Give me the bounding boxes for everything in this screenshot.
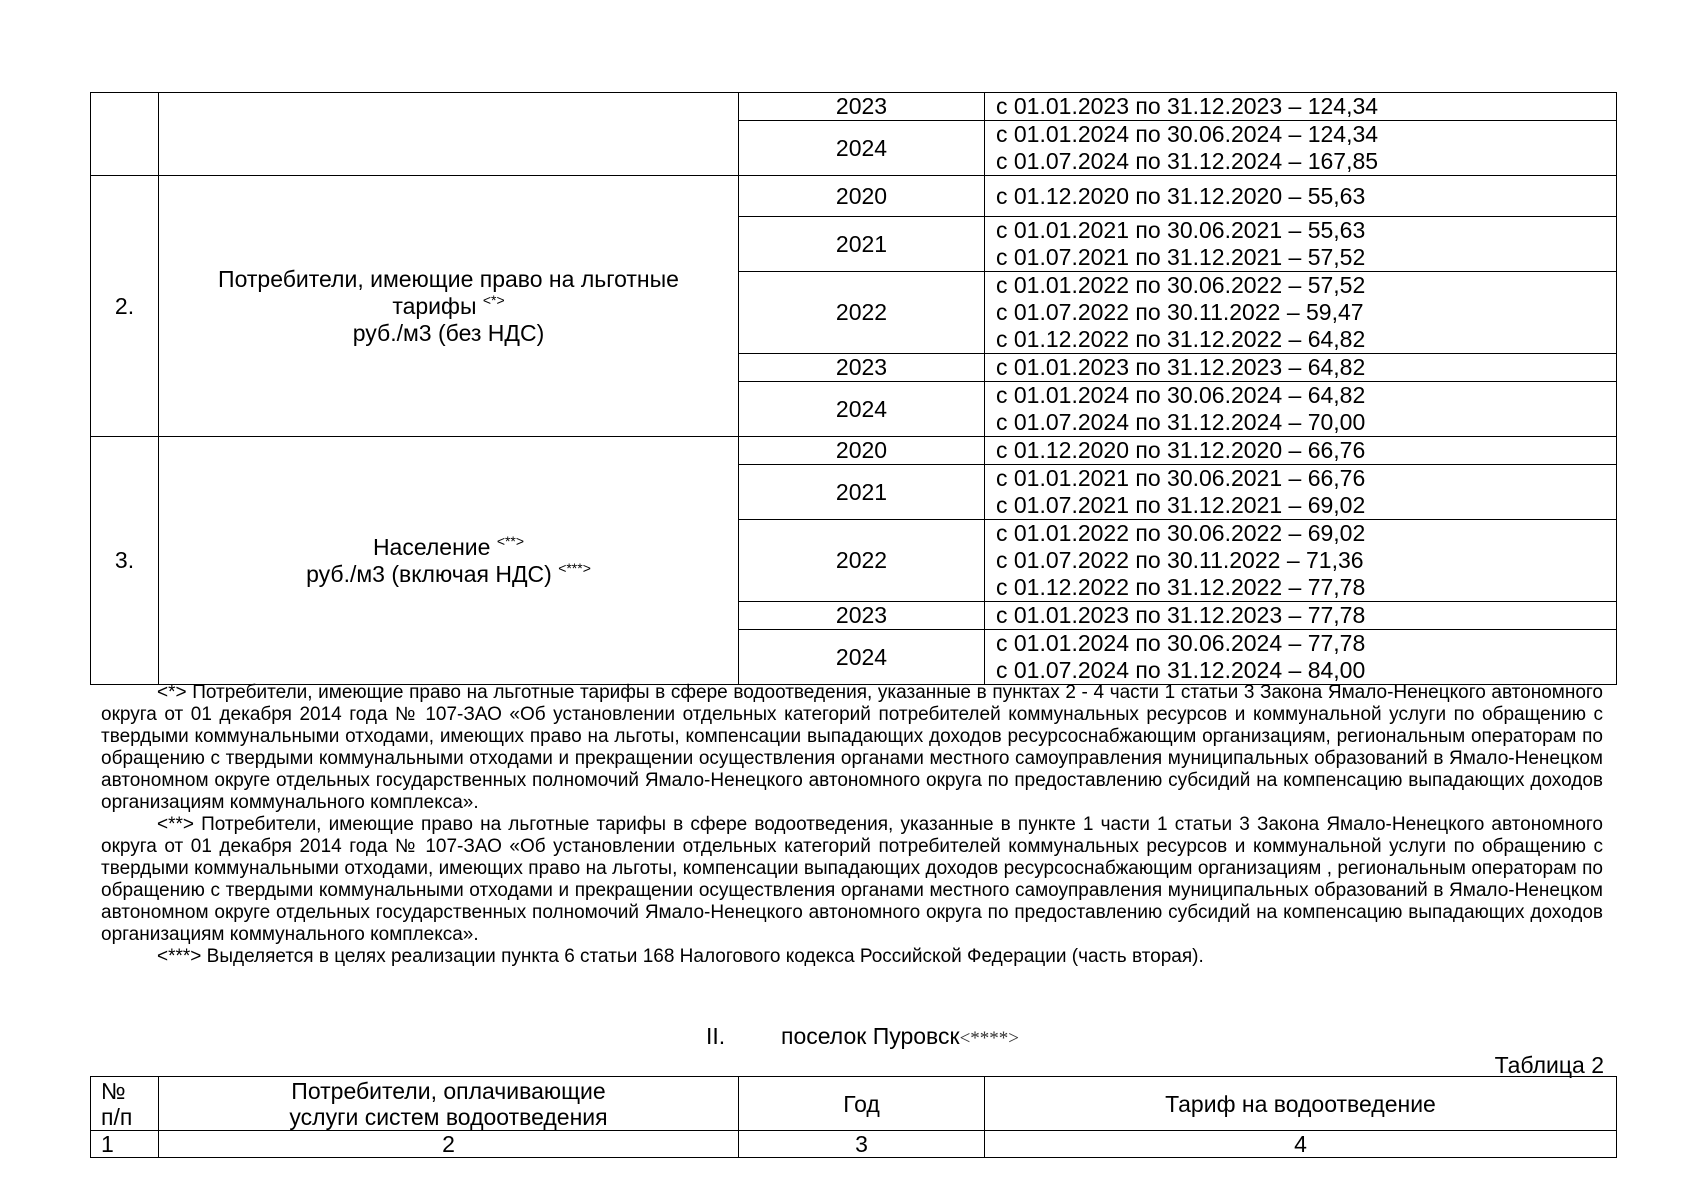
- consumer-cell: [159, 93, 739, 176]
- tariff-cell: [985, 121, 1617, 176]
- tariff-line: с 01.07.2024 по 31.12.2024 – 167,85: [996, 148, 1379, 174]
- tariff-line: с 01.01.2021 по 30.06.2021 – 66,76: [996, 465, 1366, 491]
- table-row: [91, 176, 1617, 217]
- tariff-cell: [985, 354, 1617, 382]
- header-text: №: [101, 1077, 126, 1104]
- tariff-cell: [985, 437, 1617, 465]
- year-cell: 2024: [739, 121, 985, 176]
- footnote-mark: <***>: [558, 559, 591, 576]
- year-cell: 2020: [739, 437, 985, 465]
- section-heading: [706, 1022, 1019, 1053]
- table-caption: Таблица 2: [1494, 1052, 1604, 1078]
- tariff-line: с 01.01.2024 по 30.06.2024 – 64,82: [996, 382, 1366, 408]
- tariff-cell: [985, 176, 1617, 217]
- consumer-label-line: [159, 534, 738, 561]
- column-index: 3: [739, 1131, 985, 1158]
- tariff-line: с 01.07.2022 по 30.11.2022 – 71,36: [996, 547, 1364, 573]
- unit-label-line: [159, 561, 738, 588]
- tariff-line: с 01.01.2023 по 31.12.2023 – 77,78: [996, 602, 1366, 628]
- consumer-label: тарифы: [392, 292, 477, 319]
- column-header-tariff: Тариф на водоотведение: [985, 1077, 1617, 1131]
- unit-label: руб./м3 (включая НДС): [306, 560, 552, 587]
- tariff-line: с 01.01.2021 по 30.06.2021 – 55,63: [996, 217, 1366, 243]
- consumer-cell: [159, 437, 739, 685]
- column-index: 4: [985, 1131, 1617, 1158]
- tariff-line: с 01.01.2022 по 30.06.2022 – 69,02: [996, 520, 1366, 546]
- tariff-cell: [985, 465, 1617, 520]
- header-text: услуги систем водоотведения: [289, 1103, 608, 1130]
- year-cell: 2021: [739, 465, 985, 520]
- header-text: Потребители, оплачивающие: [291, 1077, 606, 1104]
- footnote: <**> Потребители, имеющие право на льготные тарифы в сфере водоотведения, указанные в пункте 1 части 1 статьи 3 Закона Ямало-Ненецкого автономного округа от 01 декабря 2014 года № 107-ЗАО «Об установлении отдельных категорий потребителей коммунальных ресурсов и коммунальной услуги по обращению с твердыми коммунальными отходами, имеющих право на льготы, компенсации выпадающих доходов ресурсоснабжающим организациям , региональным операторам по обращению с твердыми коммунальными отходами и прекращении осуществления органами местного самоуправления муниципальных образований в Ямало-Ненецком автономном округе отдельных государственных полномочий Ямало-Ненецкого автономного округа по предоставлению субсидий на компенсацию выпадающих доходов организациям коммунального комплекса».: [101, 814, 1603, 945]
- year-cell: 2023: [739, 602, 985, 630]
- row-number-cell: 3.: [91, 437, 159, 685]
- row-number-cell: [91, 93, 159, 176]
- tariff-line: с 01.01.2023 по 31.12.2023 – 64,82: [996, 354, 1366, 380]
- tariff-cell: [985, 520, 1617, 602]
- header-text: п/п: [101, 1103, 133, 1130]
- tariff-table: [90, 92, 1617, 685]
- tariff-cell: [985, 602, 1617, 630]
- tariff-line: с 01.12.2020 по 31.12.2020 – 55,63: [996, 182, 1366, 209]
- tariff-cell: [985, 217, 1617, 272]
- year-cell: 2023: [739, 354, 985, 382]
- column-index: 2: [159, 1131, 739, 1158]
- tariff-line: с 01.12.2022 по 31.12.2022 – 64,82: [996, 326, 1366, 352]
- footnote: <***> Выделяется в целях реализации пункта 6 статьи 168 Налогового кодекса Российской Федерации (часть вторая).: [157, 946, 1204, 967]
- consumer-cell: [159, 176, 739, 437]
- consumer-label-line: [159, 293, 738, 320]
- column-header-consumers: [159, 1077, 739, 1131]
- year-cell: 2022: [739, 520, 985, 602]
- tariff-table-2: [90, 1076, 1617, 1158]
- table-index-row: [91, 1131, 1617, 1158]
- tariff-line: с 01.07.2021 по 31.12.2021 – 69,02: [996, 492, 1366, 518]
- year-cell: 2024: [739, 630, 985, 685]
- year-cell: 2021: [739, 217, 985, 272]
- unit-label: руб./м3 (без НДС): [352, 319, 545, 346]
- tariff-line: с 01.01.2024 по 30.06.2024 – 77,78: [996, 630, 1366, 656]
- footnote: <*> Потребители, имеющие право на льготные тарифы в сфере водоотведения, указанные в пунктах 2 - 4 части 1 статьи 3 Закона Ямало-Ненецкого автономного округа от 01 декабря 2014 года № 107-ЗАО «Об установлении отдельных категорий потребителей коммунальных ресурсов и коммунальной услуги по обращению с твердыми коммунальными отходами, имеющих право на льготы, компенсации выпадающих доходов ресурсоснабжающим организациям, региональным операторам по обращению с твердыми коммунальными отходами и прекращении осуществления органами местного самоуправления муниципальных образований в Ямало-Ненецком автономном округе отдельных государственных полномочий Ямало-Ненецкого автономного округа по предоставлению субсидий на компенсацию выпадающих доходов организациям коммунального комплекса».: [101, 682, 1603, 813]
- table-header-row: [91, 1077, 1617, 1131]
- footnote-mark: <**>: [496, 532, 525, 549]
- tariff-cell: [985, 382, 1617, 437]
- tariff-line: с 01.01.2024 по 30.06.2024 – 124,34: [996, 121, 1379, 147]
- table-row: [91, 437, 1617, 465]
- column-header-year: Год: [739, 1077, 985, 1131]
- year-cell: 2023: [739, 93, 985, 121]
- year-cell: 2020: [739, 176, 985, 217]
- tariff-cell: [985, 93, 1617, 121]
- column-index: 1: [91, 1131, 159, 1158]
- section-title: поселок Пуровск: [781, 1023, 960, 1049]
- tariff-cell: [985, 272, 1617, 354]
- year-cell: 2022: [739, 272, 985, 354]
- tariff-line: с 01.07.2022 по 30.11.2022 – 59,47: [996, 299, 1364, 325]
- consumer-label: Население: [372, 533, 491, 560]
- tariff-line: с 01.01.2023 по 31.12.2023 – 124,34: [996, 93, 1379, 119]
- section-number: II.: [706, 1023, 726, 1049]
- table-row: [91, 93, 1617, 121]
- footnote-mark: <****>: [959, 1028, 1020, 1049]
- tariff-line: с 01.01.2022 по 30.06.2022 – 57,52: [996, 272, 1366, 298]
- column-header-number: [91, 1077, 159, 1131]
- tariff-line: с 01.07.2021 по 31.12.2021 – 57,52: [996, 244, 1366, 270]
- tariff-line: с 01.07.2024 по 31.12.2024 – 70,00: [996, 409, 1366, 435]
- tariff-line: с 01.12.2020 по 31.12.2020 – 66,76: [996, 437, 1366, 463]
- footnote-mark: <*>: [482, 291, 505, 308]
- consumer-label: Потребители, имеющие право на льготные: [218, 265, 679, 292]
- tariff-cell: [985, 630, 1617, 685]
- tariff-line: с 01.07.2024 по 31.12.2024 – 84,00: [996, 657, 1366, 683]
- row-number-cell: 2.: [91, 176, 159, 437]
- footnotes: [101, 682, 1603, 968]
- tariff-line: с 01.12.2022 по 31.12.2022 – 77,78: [996, 574, 1366, 600]
- year-cell: 2024: [739, 382, 985, 437]
